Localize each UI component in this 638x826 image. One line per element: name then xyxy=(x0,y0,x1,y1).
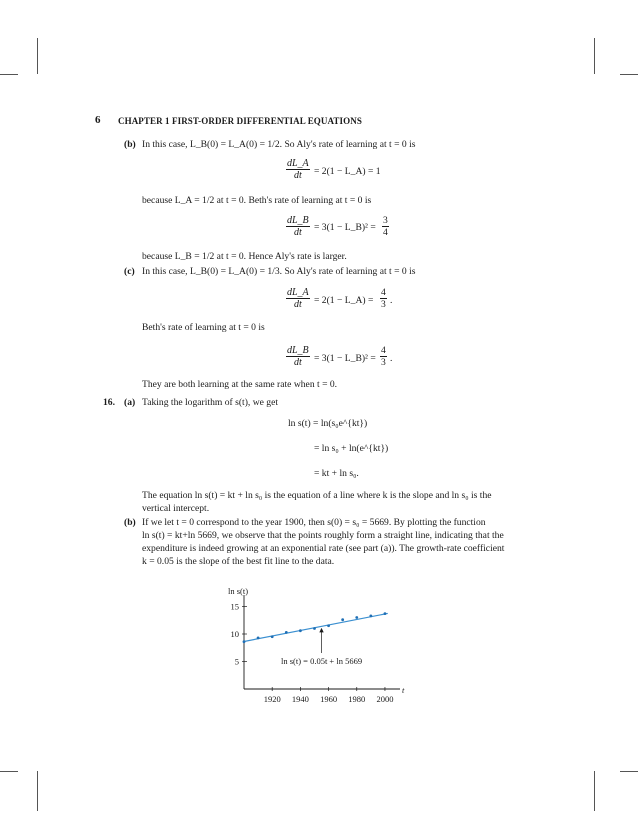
fraction-numerator: dL_B xyxy=(287,215,309,226)
fit-line-label: ln s(t) = 0.05t + ln 5669 xyxy=(280,656,363,666)
chart-points xyxy=(243,612,387,643)
data-point xyxy=(243,640,246,643)
part-c-eq2-rhs: = 3(1 − L_B)² = xyxy=(314,353,376,364)
data-point xyxy=(355,616,358,619)
part-c-eq1-value-fraction xyxy=(380,287,387,310)
part-c-line3: They are both learning at the same rate when t = 0. xyxy=(142,379,338,390)
log-equation-line3: = kt + ln s₀. xyxy=(314,468,359,479)
crop-mark xyxy=(620,771,638,772)
log-equation-line2: = ln s₀ + ln(e^{kt}) xyxy=(314,443,389,454)
part-b-eq1-fraction xyxy=(286,158,310,181)
part-b-paragraph-line1: If we let t = 0 correspond to the year 1900, then s(0) = s₀ = 5669. By plotting the function xyxy=(142,517,486,528)
part-b-paragraph-line3: expenditure is indeed growing at an exponential rate (see part (a)). The growth-rate coefficient xyxy=(142,543,505,554)
problem-16-number: 16. xyxy=(103,397,115,408)
fraction-denominator: dt xyxy=(293,299,302,310)
fraction-denominator: dt xyxy=(293,170,302,181)
part-b-paragraph-line2: ln s(t) = kt+ln 5669, we observe that the points roughly form a straight line, indicating that the xyxy=(142,530,504,541)
data-point xyxy=(285,631,288,634)
crop-mark xyxy=(0,74,18,75)
fraction-denominator: 3 xyxy=(381,299,386,310)
crop-mark xyxy=(37,771,38,811)
crop-mark xyxy=(620,74,638,75)
part-c-line2: Beth's rate of learning at t = 0 is xyxy=(142,322,265,333)
part-c-intro: In this case, L_B(0) = L_A(0) = 1/3. So Aly's rate of learning at t = 0 is xyxy=(142,266,416,277)
part-b-eq1-rhs: = 2(1 − L_A) = 1 xyxy=(314,166,381,177)
period: . xyxy=(390,353,393,364)
fraction-denominator: 3 xyxy=(381,357,386,368)
crop-mark xyxy=(594,771,595,811)
chart-annotation xyxy=(281,628,362,666)
y-axis-label: ln s(t) xyxy=(228,586,249,596)
data-point xyxy=(384,612,387,615)
part-b-eq2-rhs: = 3(1 − L_B)² = xyxy=(314,222,376,233)
fraction-denominator: 4 xyxy=(383,227,388,238)
part-b-paragraph-line4: k = 0.05 is the slope of the best fit line to the data. xyxy=(142,556,335,567)
part-b-eq2-value-fraction xyxy=(382,215,389,238)
x-tick-label: 1940 xyxy=(291,694,309,704)
data-point xyxy=(271,635,274,638)
line-equation-paragraph-line2: vertical intercept. xyxy=(142,503,210,514)
chart-axes xyxy=(228,586,405,695)
data-point xyxy=(313,627,316,630)
x-tick-label: 2000 xyxy=(376,694,394,704)
x-tick-label: 1920 xyxy=(263,694,281,704)
part-b-intro: In this case, L_B(0) = L_A(0) = 1/2. So Aly's rate of learning at t = 0 is xyxy=(142,139,416,150)
fraction-numerator: dL_B xyxy=(287,345,309,356)
x-tick-label: 1960 xyxy=(320,694,338,704)
fraction-numerator: dL_A xyxy=(287,287,309,298)
chart-fit-line xyxy=(244,613,388,641)
y-tick-label: 15 xyxy=(230,601,239,612)
part-c-eq1-fraction xyxy=(286,287,310,310)
annotation-arrowhead xyxy=(319,628,323,633)
crop-mark xyxy=(0,771,18,772)
fraction-denominator: dt xyxy=(293,357,302,368)
part-b-eq2-fraction xyxy=(286,215,310,238)
part-b-label: (b) xyxy=(124,139,136,150)
part-c-eq2-fraction xyxy=(286,345,310,368)
data-point xyxy=(369,614,372,617)
y-tick-label: 10 xyxy=(230,629,239,639)
fraction-numerator: 4 xyxy=(381,345,386,356)
x-tick-label: 1980 xyxy=(348,694,366,704)
crop-mark xyxy=(37,38,38,74)
line-equation-paragraph-line1: The equation ln s(t) = kt + ln s₀ is the equation of a line where k is the slope and ln s₀ is the xyxy=(142,490,492,501)
fraction-denominator: dt xyxy=(293,227,302,238)
crop-mark xyxy=(594,38,595,74)
log-equation-line1: ln s(t) = ln(s₀e^{kt}) xyxy=(288,418,368,429)
part-b-line3: because L_B = 1/2 at t = 0. Hence Aly's rate is larger. xyxy=(142,251,347,262)
problem-16-part-b-label: (b) xyxy=(124,517,136,528)
problem-16-part-a-label: (a) xyxy=(124,397,136,408)
fraction-numerator: 4 xyxy=(381,287,386,298)
chapter-title: CHAPTER 1 FIRST-ORDER DIFFERENTIAL EQUATIONS xyxy=(118,116,362,126)
period: . xyxy=(390,295,393,306)
part-b-line2: because L_A = 1/2 at t = 0. Beth's rate of learning at t = 0 is xyxy=(142,195,372,206)
problem-16-part-a-intro: Taking the logarithm of s(t), we get xyxy=(142,397,279,408)
log-expenditure-chart xyxy=(220,582,410,712)
fraction-numerator: dL_A xyxy=(287,158,309,169)
fraction-numerator: 3 xyxy=(383,215,388,226)
page-number: 6 xyxy=(95,114,101,126)
data-point xyxy=(257,636,260,639)
best-fit-line xyxy=(244,613,388,641)
y-tick-label: 5 xyxy=(234,656,239,667)
data-point xyxy=(327,624,330,627)
x-axis-label: t xyxy=(402,685,405,695)
data-point xyxy=(299,629,302,632)
part-c-eq2-value-fraction xyxy=(380,345,387,368)
part-c-eq1-rhs: = 2(1 − L_A) = xyxy=(314,295,374,306)
part-c-label: (c) xyxy=(124,266,135,277)
data-point xyxy=(341,618,344,621)
